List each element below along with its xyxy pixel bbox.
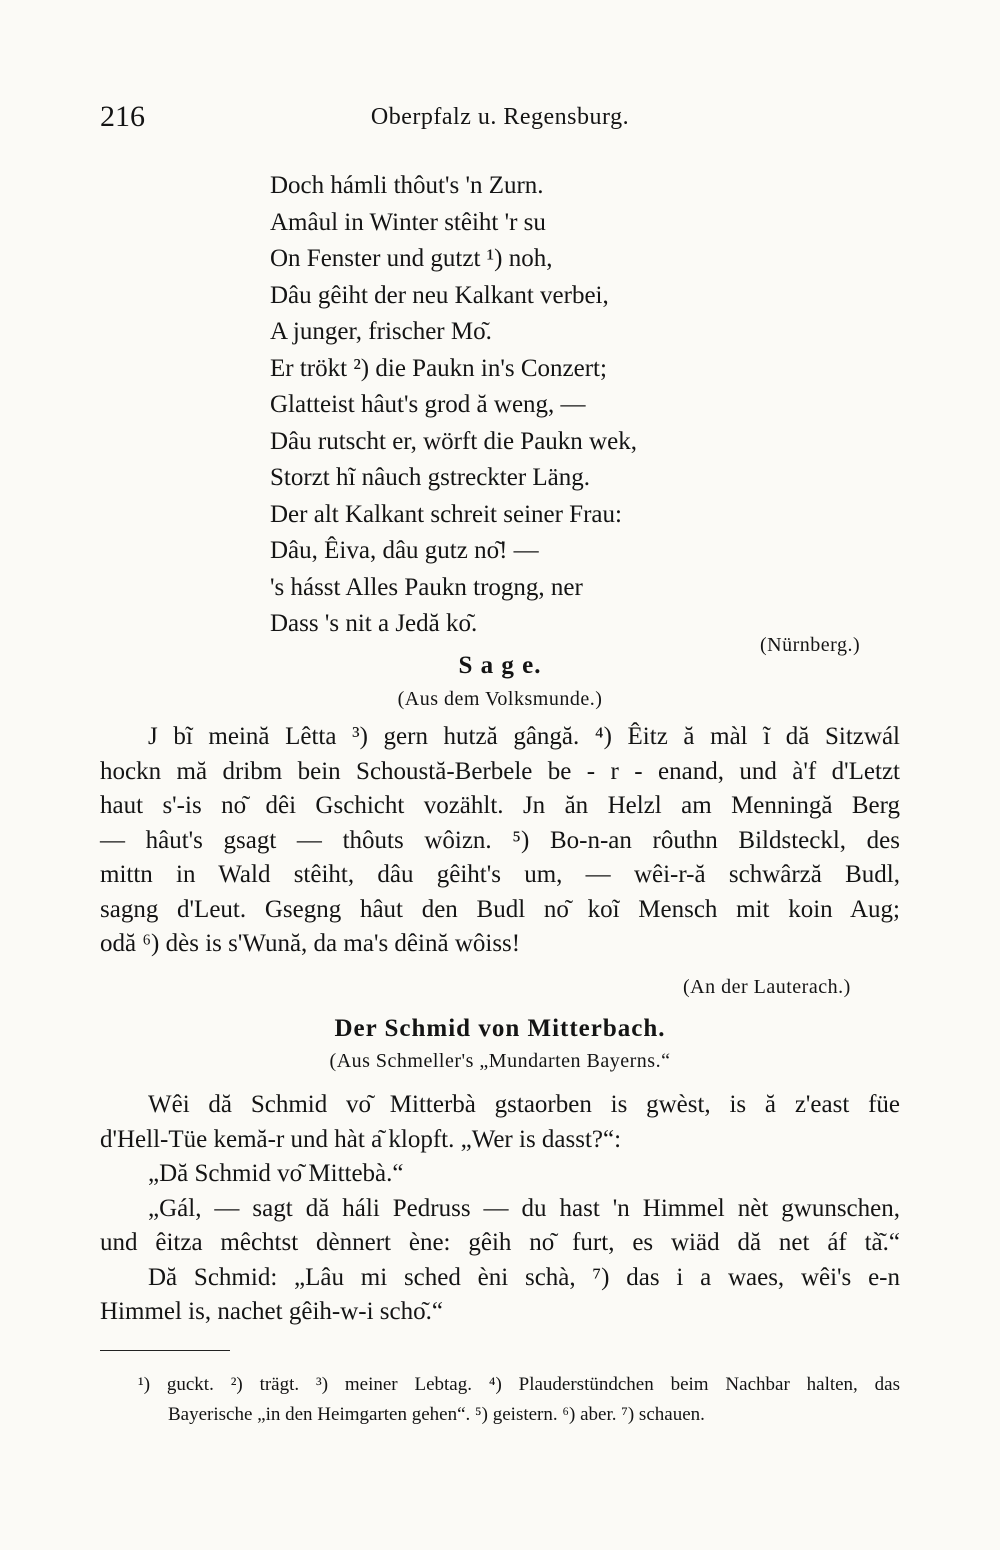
poem-line: Doch hámli thôut's 'n Zurn.	[270, 172, 544, 199]
poem-line: Amâul in Winter stêiht 'r su	[270, 208, 546, 236]
page-header	[100, 100, 900, 140]
poem-line: On Fenster und gutzt ¹) noh,	[270, 245, 553, 272]
schmid-source: (Aus Schmeller's „Mundarten Bayerns.“	[329, 1050, 671, 1072]
footnotes	[100, 1370, 900, 1430]
footnote-line: ¹) guckt. ²) trägt. ³) meiner Lebtag. ⁴) Plauderstündchen beim Nachbar halten, das	[138, 1374, 900, 1395]
schmid-line: Himmel is, nachet gêih-w-i scho͂.“	[100, 1298, 443, 1325]
schmid-line: „Gál, — sagt dă háli Pedruss — du hast 'n Himmel nèt gwunschen,	[148, 1194, 900, 1222]
poem	[270, 168, 910, 643]
sage-place: (An der Lauterach.)	[683, 976, 851, 998]
poem-line: Er trökt ²) die Paukn in's Conzert;	[270, 354, 607, 382]
schmid-line: Wêi dă Schmid vo͂ Mitterbà gstaorben is gwèst, is ă z'east füe	[148, 1091, 900, 1118]
poem-line: A junger, frischer Mo͂.	[270, 318, 492, 345]
poem-place: (Nürnberg.)	[760, 634, 861, 656]
schmid-line: Dă Schmid: „Lâu mi sched èni schà, ⁷) das i a waes, wêi's e-n	[148, 1263, 900, 1291]
running-head: Oberpfalz u. Regensburg.	[370, 104, 630, 130]
footnote-line: Bayerische „in den Heimgarten gehen“. ⁵) geistern. ⁶) aber. ⁷) schauen.	[168, 1404, 705, 1425]
sage-line: — hâut's gsagt — thôuts wôizn. ⁵) Bo-n-an rôuthn Bildsteckl, des	[100, 826, 900, 854]
schmid-line: und êitza mêchtst dènnert ène: gêih no͂ furt, es wiäd dă net áf tà͂.“	[100, 1229, 900, 1256]
poem-line: Storzt hĩ nâuch gstreckter Läng.	[270, 464, 591, 491]
sage-source: (Aus dem Volksmunde.)	[397, 688, 603, 710]
sage-line: odă ⁶) dès is s'Wună, da ma's dêină wôiss!	[100, 930, 521, 957]
schmid-title: Der Schmid von Mitterbach.	[334, 1015, 666, 1042]
page-number: 216	[100, 100, 145, 133]
poem-line: Dâu, Êiva, dâu gutz no͂! —	[270, 537, 539, 564]
poem-line: Dâu gêiht der neu Kalkant verbei,	[270, 281, 609, 309]
sage-title: S a g e.	[458, 652, 542, 679]
poem-line: Der alt Kalkant schreit seiner Frau:	[270, 500, 622, 528]
sage-text	[100, 720, 900, 962]
poem-line: Dass 's nit a Jedă ko͂.	[270, 610, 478, 637]
schmid-line: „Dă Schmid vo͂ Mittebà.“	[148, 1160, 404, 1187]
poem-line: 's hásst Alles Paukn trogng, ner	[270, 573, 583, 601]
poem-line: Dâu rutscht er, wörft die Paukn wek,	[270, 427, 637, 455]
poem-line: Glatteist hâut's grod ă weng, —	[270, 391, 586, 418]
schmid-line: d'Hell-Tüe kemă-r und hàt a͂ klopft. „Wer is dasst?“:	[100, 1125, 622, 1153]
sage-line: mittn in Wald stêiht, dâu gêiht's um, — wêi-r-ă schwârză Budl,	[100, 861, 900, 888]
sage-line: haut s'-is no͂ dêi Gschicht vozählt. Jn ăn Helzl am Menningă Berg	[100, 792, 900, 819]
schmid-text	[100, 1088, 900, 1330]
sage-line: J bĩ meină Lêtta ³) gern hutză gângă. ⁴) Êitz ă màl ĩ dă Sitzwál	[148, 723, 900, 750]
sage-line: sagng d'Leut. Gsegng hâut den Budl no͂ koĩ Mensch mit koin Aug;	[100, 895, 900, 923]
sage-line: hockn mă dribm bein Schoustă-Berbele be - r - enand, und à'f d'Letzt	[100, 757, 900, 785]
footnote-rule	[100, 1350, 230, 1351]
